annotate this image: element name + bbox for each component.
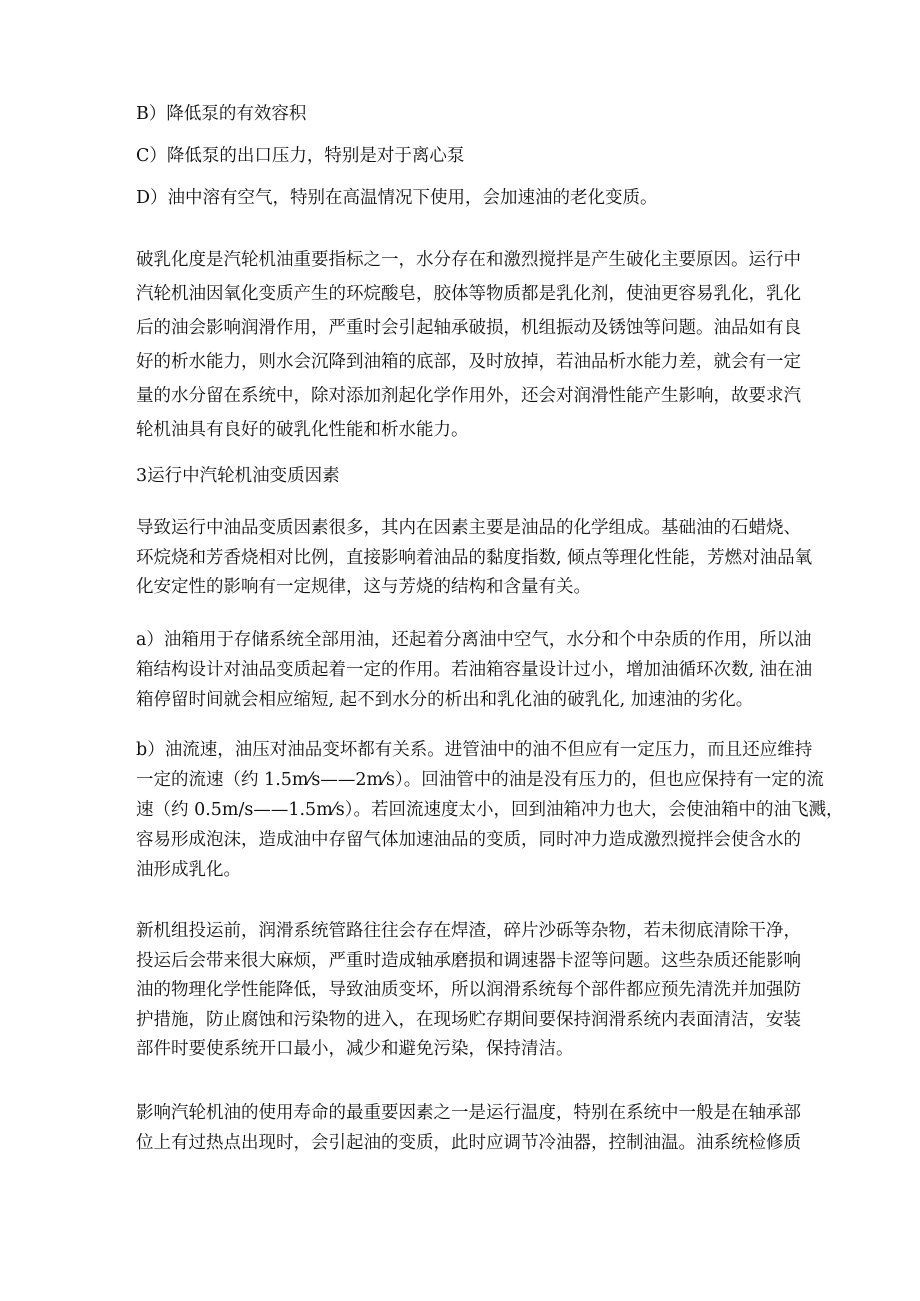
- paragraph-line: 化安定性的影响有一定规律，这与芳烧的结构和含量有关。: [136, 577, 591, 597]
- paragraph-line: 量的水分留在系统中，除对添加剂起化学作用外，还会对润滑性能产生影响，故要求汽: [136, 386, 801, 406]
- item-b-paragraph: [136, 735, 844, 885]
- demulsification-paragraph: [136, 243, 801, 447]
- paragraph-line: 油形成乳化。: [136, 860, 241, 880]
- item-a-paragraph: [136, 625, 813, 715]
- paragraph-line: 环烷烧和芳香烧相对比例，直接影响着油品的黏度指数, 倾点等理化性能，芳燃对油品氧: [136, 547, 813, 568]
- option-c: C）降低泵的出口压力，特别是对于离心泵: [136, 146, 465, 166]
- option-b: B）降低泵的有效容积: [136, 104, 307, 124]
- paragraph-line: 护措施，防止腐蚀和污染物的进入，在现场贮存期间要保持润滑系统内表面清洁，安装: [136, 1009, 801, 1030]
- paragraph-line: 汽轮机油因氧化变质产生的环烷酸皂，胶体等物质都是乳化剂，使油更容易乳化，乳化: [136, 284, 801, 304]
- paragraph-line: 影响汽轮机油的使用寿命的最重要因素之一是运行温度，特别在系统中一般是在轴承部: [136, 1103, 801, 1123]
- paragraph-line: 导致运行中油品变质因素很多，其内在因素主要是油品的化学组成。基础油的石蜡烧、: [136, 518, 801, 538]
- paragraph-line: 箱停留时间就会相应缩短, 起不到水分的析出和乳化油的破乳化, 加速油的劣化。: [136, 690, 754, 710]
- option-d: D）油中溶有空气，特别在高温情况下使用，会加速油的老化变质。: [136, 188, 658, 208]
- paragraph-line: 箱结构设计对油品变质起着一定的作用。若油箱容量设计过小，增加油循环次数, 油在油: [136, 660, 813, 680]
- paragraph-line: 部件时要使系统开口最小，减少和避免污染，保持清洁。: [136, 1039, 574, 1059]
- new-unit-paragraph: [136, 917, 801, 1065]
- paragraph-line: 后的油会影响润滑作用，严重时会引起轴承破损，机组振动及锈蚀等问题。油品如有良: [136, 318, 801, 338]
- paragraph-line: a）油箱用于存储系统全部用油，还起着分离油中空气，水分和个中杂质的作用，所以油: [136, 630, 812, 650]
- paragraph-line: 油的物理化学性能降低，导致油质变坏，所以润滑系统每个部件都应预先清洗并加强防: [136, 980, 801, 1000]
- option-list: [136, 104, 796, 209]
- section-heading: [136, 466, 796, 487]
- paragraph-line: 新机组投运前，润滑系统管路往往会存在焊渣，碎片沙砾等杂物，若未彻底清除干净，: [136, 921, 801, 941]
- intro-paragraph: [136, 514, 813, 603]
- section-3-title: 3运行中汽轮机油变质因素: [136, 466, 340, 486]
- paragraph-line: 轮机油具有良好的破乳化性能和析水能力。: [136, 420, 469, 440]
- paragraph-line: 速（约 0.5m/s——1.5m⁄s）。若回流速度太小，回到油箱冲力也大，会使油箱中的油飞溅，: [136, 800, 844, 820]
- paragraph-line: b）油流速，油压对油品变坏都有关系。进管油中的油不但应有一定压力，而且还应维持: [136, 740, 813, 760]
- paragraph-line: 破乳化度是汽轮机油重要指标之一，水分存在和激烈搅拌是产生破化主要原因。运行中: [136, 250, 801, 270]
- paragraph-line: 投运后会带来很大麻烦，严重时造成轴承磨损和调速器卡涩等问题。这些杂质还能影响: [136, 950, 801, 971]
- paragraph-line: 一定的流速（约 1.5m⁄s——2m⁄s）。回油管中的油是没有压力的，但也应保持有一定的流: [136, 770, 824, 790]
- paragraph-line: 位上有过热点出现时，会引起油的变质，此时应调节冷油器，控制油温。油系统检修质: [136, 1133, 801, 1153]
- paragraph-line: 容易形成泡沫，造成油中存留气体加速油品的变质，同时冲力造成激烈搅拌会使含水的: [136, 830, 801, 850]
- paragraph-line: 好的析水能力，则水会沉降到油箱的底部，及时放掉，若油品析水能力差，就会有一定: [136, 352, 801, 372]
- temperature-paragraph: [136, 1098, 801, 1158]
